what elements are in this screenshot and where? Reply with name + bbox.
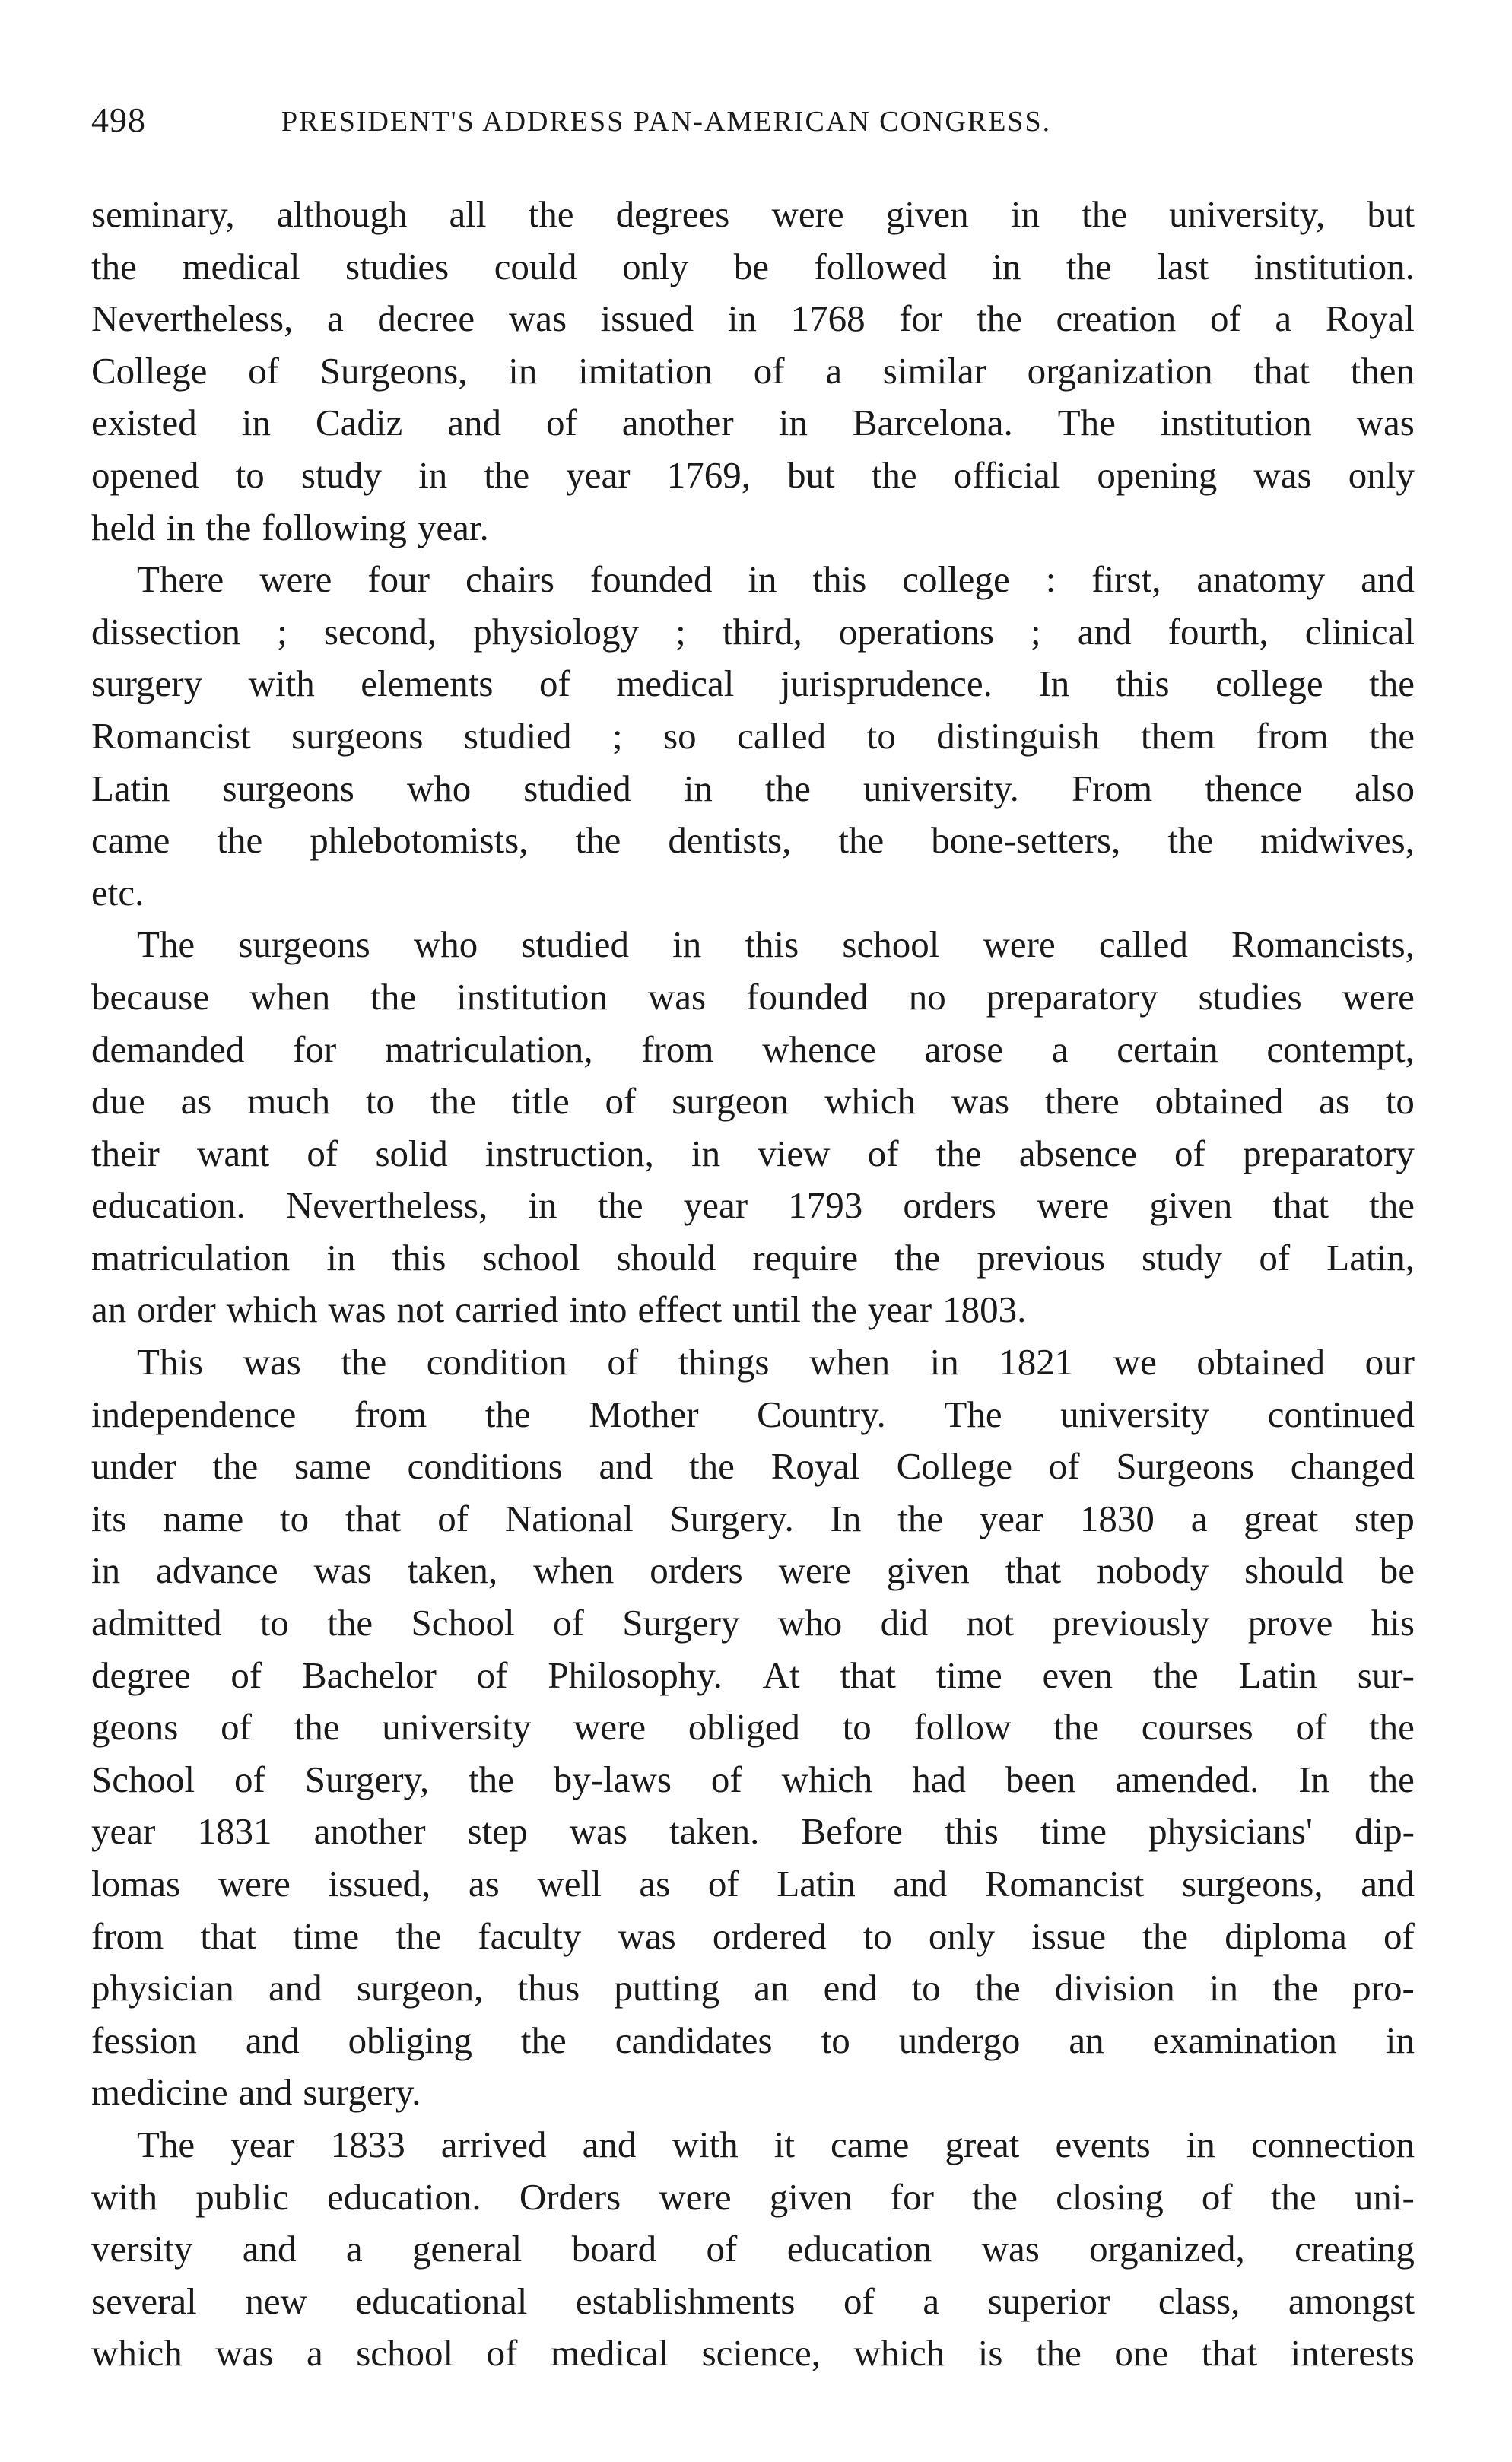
- text-line: There were four chairs founded in this college : first, anatomy and: [137, 558, 1415, 601]
- text-line: The year 1833 arrived and with it came great events in connection: [137, 2123, 1415, 2165]
- text-line: opened to study in the year 1769, but the official opening was only: [91, 453, 1415, 496]
- text-line: medicine and surgery.: [91, 2071, 421, 2114]
- text-line: year 1831 another step was taken. Before this time physicians' dip-: [91, 1810, 1415, 1853]
- paragraph: [91, 1336, 1415, 2119]
- text-line: surgery with elements of medical jurisprudence. In this college the: [91, 662, 1415, 705]
- text-line: the medical studies could only be followed in the last institution.: [91, 245, 1415, 287]
- text-line: School of Surgery, the by-laws of which had been amended. In the: [91, 1758, 1415, 1800]
- text-line: existed in Cadiz and of another in Barcelona. The institution was: [91, 402, 1415, 444]
- paragraph: [91, 919, 1415, 1336]
- paragraph: [91, 554, 1415, 919]
- text-line: its name to that of National Surgery. In the year 1830 a great step: [91, 1497, 1415, 1539]
- text-line: Romancist surgeons studied ; so called to distinguish them from the: [91, 714, 1415, 757]
- text-line: from that time the faculty was ordered to only issue the diploma of: [91, 1914, 1415, 1957]
- paragraph: [91, 189, 1415, 554]
- text-line: several new educational establishments of a superior class, amongst: [91, 2279, 1415, 2322]
- text-line: admitted to the School of Surgery who did not previously prove his: [91, 1602, 1415, 1644]
- text-line: which was a school of medical science, which is the one that interests: [91, 2332, 1415, 2375]
- text-line: etc.: [91, 871, 145, 913]
- text-line: Nevertheless, a decree was issued in 1768 for the creation of a Royal: [91, 297, 1415, 340]
- text-line: held in the following year.: [91, 506, 489, 548]
- text-line: geons of the university were obliged to follow the courses of the: [91, 1706, 1415, 1749]
- body-text: [91, 189, 1415, 2380]
- paragraph: [91, 2119, 1415, 2380]
- running-head: PRESIDENT'S ADDRESS PAN-AMERICAN CONGRESS.: [281, 106, 1052, 138]
- text-line: demanded for matriculation, from whence arose a certain contempt,: [91, 1028, 1415, 1070]
- text-line: due as much to the title of surgeon which was there obtained as to: [91, 1080, 1415, 1123]
- text-line: dissection ; second, physiology ; third, operations ; and fourth, clinical: [91, 610, 1415, 653]
- text-line: physician and surgeon, thus putting an end to the division in the pro-: [91, 1967, 1415, 2009]
- text-line: came the phlebotomists, the dentists, the bone-setters, the midwives,: [91, 819, 1415, 862]
- text-line: versity and a general board of education was organized, creating: [91, 2228, 1415, 2270]
- text-line: seminary, although all the degrees were given in the university, but: [91, 193, 1415, 235]
- text-line: in advance was taken, when orders were given that nobody should be: [91, 1549, 1415, 1592]
- text-line: fession and obliging the candidates to undergo an examination in: [91, 2019, 1415, 2061]
- text-line: Latin surgeons who studied in the university. From thence also: [91, 767, 1415, 809]
- page-number: 498: [91, 100, 146, 139]
- text-line: lomas were issued, as well as of Latin and Romancist surgeons, and: [91, 1863, 1415, 1904]
- text-line: an order which was not carried into effect until the year 1803.: [91, 1288, 1027, 1331]
- text-line: degree of Bachelor of Philosophy. At that time even the Latin sur-: [91, 1654, 1415, 1696]
- page-header: [91, 97, 1415, 143]
- text-line: independence from the Mother Country. The university continued: [91, 1393, 1415, 1435]
- text-line: The surgeons who studied in this school were called Romancists,: [137, 923, 1415, 966]
- text-line: with public education. Orders were given for the closing of the uni-: [91, 2175, 1415, 2218]
- text-line: This was the condition of things when in 1821 we obtained our: [137, 1341, 1415, 1383]
- text-line: education. Nevertheless, in the year 1793 orders were given that the: [91, 1184, 1415, 1227]
- text-line: College of Surgeons, in imitation of a similar organization that then: [91, 349, 1415, 392]
- text-line: under the same conditions and the Royal College of Surgeons changed: [91, 1445, 1415, 1488]
- text-line: matriculation in this school should require the previous study of Latin,: [91, 1236, 1415, 1279]
- text-line: because when the institution was founded no preparatory studies were: [91, 975, 1415, 1018]
- text-line: their want of solid instruction, in view of the absence of preparatory: [91, 1132, 1415, 1174]
